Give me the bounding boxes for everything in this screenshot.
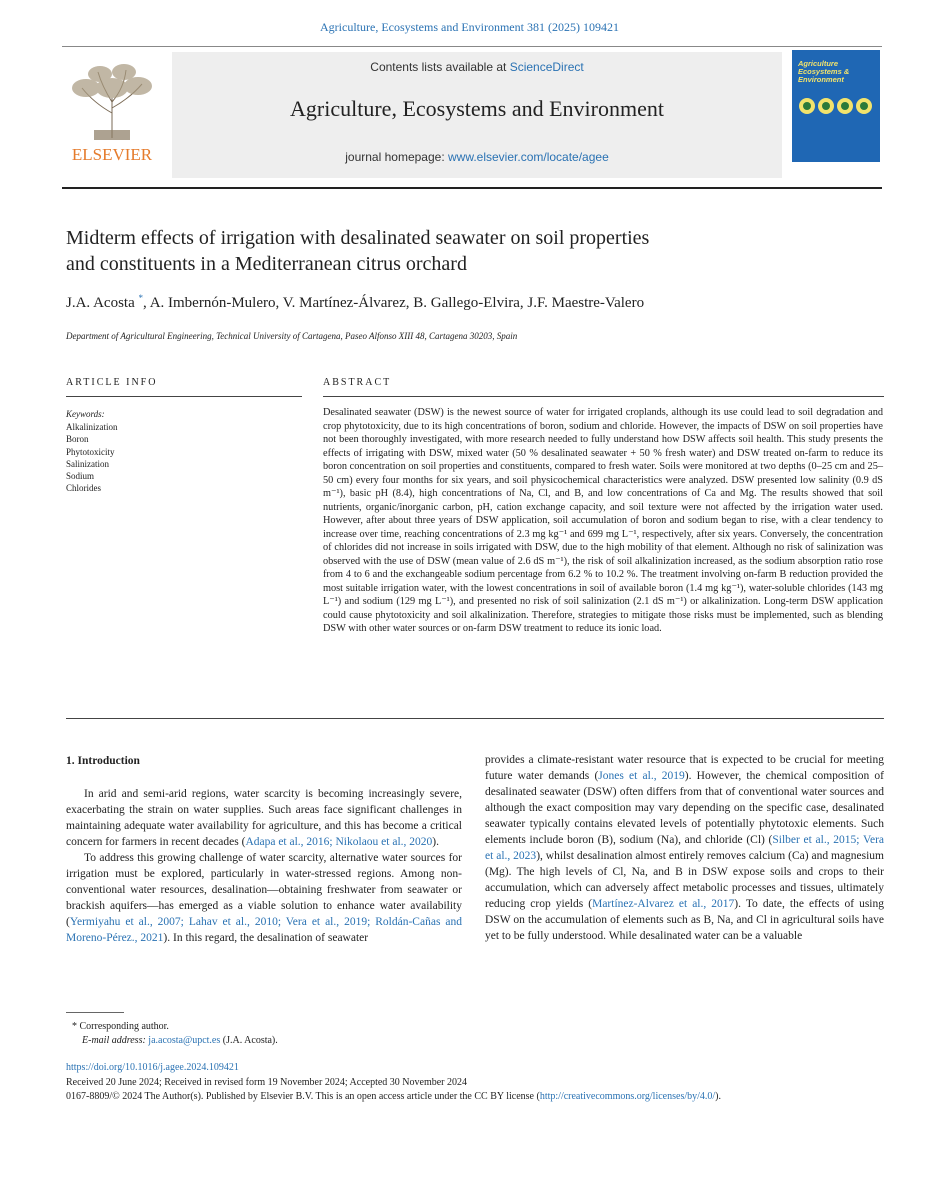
elsevier-logo bbox=[64, 58, 160, 166]
journal-title: Agriculture, Ecosystems and Environment bbox=[290, 96, 664, 121]
citation-link[interactable]: Silber et al., 2015; Vera et al., 2023 bbox=[485, 834, 885, 862]
corresponding-author-note: Corresponding author. bbox=[79, 1021, 169, 1032]
citation-link[interactable]: Jones et al., 2019 bbox=[598, 770, 685, 782]
keyword-item: Sodium bbox=[66, 471, 95, 482]
citation-link[interactable]: Yermiyahu et al., 2007; Lahav et al., 2010; Vera et al., 2019; Roldán-Cañas and Moreno-Pérez., 2021 bbox=[66, 916, 462, 944]
keyword-item: Boron bbox=[66, 434, 89, 445]
paragraph-text: In arid and semi-arid regions, water scarcity is becoming increasingly severe, exacerbating the strain on water supplies. Such areas face significant challenges in maintaining adequate water availability for agriculture, and this has become a critical concern for farmers in recent decades ( bbox=[66, 788, 462, 848]
elsevier-wordmark: ELSEVIER bbox=[71, 145, 153, 164]
article-title bbox=[66, 225, 866, 277]
paragraph bbox=[66, 786, 462, 850]
license-end: ). bbox=[715, 1091, 722, 1102]
author-2[interactable]: A. Imbernón-Mulero bbox=[149, 295, 276, 311]
paragraph-text: ). In this regard, the desalination of seawater bbox=[163, 932, 369, 944]
article-footer bbox=[66, 1061, 896, 1105]
author-affiliation: Department of Agricultural Engineering, Technical University of Cartagena, Paseo Alfonso XIII 48, Cartagena 30203, Spain bbox=[66, 331, 518, 341]
paragraph-text: To address this growing challenge of water scarcity, alternative water sources for irrigation must be explored, particularly in water-stressed regions. Among non-conventional water resources, desalination—obtaining freshwater from seawater or brackish aquifers—has emerged as a viable solution to enhance water availability ( bbox=[66, 852, 462, 928]
author-list: J.A. Acosta *, A. Imbernón-Mulero, V. Martínez-Álvarez, B. Gallego-Elvira, J.F. Maestre-Valero bbox=[66, 293, 645, 311]
journal-citation-text[interactable]: Agriculture, Ecosystems and Environment 381 (2025) 109421 bbox=[320, 20, 619, 34]
header-bottom-rule bbox=[62, 187, 882, 189]
article-info-heading: ARTICLE INFO bbox=[66, 377, 158, 388]
homepage-link[interactable]: www.elsevier.com/locate/agee bbox=[448, 150, 609, 164]
keyword-list bbox=[66, 421, 118, 495]
footnote-mark: * bbox=[72, 1021, 77, 1032]
homepage-prefix: journal homepage: bbox=[345, 150, 448, 164]
author-4[interactable]: B. Gallego-Elvira bbox=[413, 295, 520, 311]
keyword-item: Chlorides bbox=[66, 483, 101, 494]
journal-citation[interactable] bbox=[0, 20, 939, 35]
license-link[interactable]: http://creativecommons.org/licenses/by/4.0/ bbox=[539, 1091, 716, 1102]
abstract-bottom-rule bbox=[66, 718, 884, 719]
citation-link[interactable]: Adapa et al., 2016; Nikolaou et al., 2020 bbox=[245, 836, 433, 848]
keywords-label: Keywords: bbox=[66, 409, 105, 419]
paragraph-text: ). bbox=[432, 836, 439, 848]
journal-cover-art bbox=[798, 92, 874, 120]
paragraph bbox=[485, 752, 884, 944]
article-info-rule bbox=[66, 396, 302, 397]
contents-prefix: Contents lists available at bbox=[370, 60, 510, 74]
journal-cover-title: Agriculture Ecosystems & Environment bbox=[798, 59, 850, 84]
body-column-right bbox=[485, 752, 884, 944]
author-1[interactable]: J.A. Acosta bbox=[66, 295, 135, 311]
license-text: 0167-8809/© 2024 The Author(s). Published by Elsevier B.V. This is an open access article under the CC BY license ( bbox=[66, 1091, 540, 1102]
contents-line bbox=[172, 60, 782, 74]
citation-link[interactable]: Martínez-Alvarez et al., 2017 bbox=[592, 898, 735, 910]
paragraph-text: ). However, the chemical composition of desalinated seawater (DSW) often differs from that of conventional water sources and although the exact composition may vary depending on the specific case, desalinated seawater typically contains elevated levels of potentially phytotoxic elements. Such elements include boron (B), sodium (Na), and chloride (Cl) ( bbox=[485, 770, 884, 846]
header-top-rule bbox=[62, 46, 882, 47]
keyword-item: Alkalinization bbox=[66, 422, 118, 432]
email-label: E-mail address: bbox=[82, 1035, 149, 1046]
email-suffix: (J.A. Acosta). bbox=[220, 1035, 278, 1046]
paragraph-text: provides a climate-resistant water resource that is expected to be crucial for meeting future water demands ( bbox=[485, 754, 884, 782]
footnote bbox=[66, 1020, 278, 1048]
author-5[interactable]: J.F. Maestre-Valero bbox=[527, 295, 645, 311]
keyword-item: Phytotoxicity bbox=[66, 446, 115, 457]
keyword-item: Salinization bbox=[66, 458, 109, 469]
article-title-line-2: and constituents in a Mediterranean citrus orchard bbox=[66, 253, 467, 275]
abstract-body: Desalinated seawater (DSW) is the newest source of water for irrigated croplands, although its use could lead to soil degradation and crop phytotoxicity, due to its high concentrations of boron, sodium and chloride. However, the impacts of DSW on soil properties have not been thoroughly investigated, with more research needed to fully understand how DSW affects soil health. This study presents the effects of irrigating with DSW, mixed water (50 % desalinated seawater + 50 % fresh water) and DSW treated on-farm to reduce its boron concentration on soil properties and constituents, compared to fresh water. Soils were monitored at two depths (0–25 cm and 25–50 cm) every four months for six years, and soil physicochemical characteristics were analyzed. DSW presented low salinity (0.9 dS m⁻¹), basic pH (8.4), high concentrations of Na, Cl, and B, and low concentrations of Ca and Mg. The results showed that soil nutrients, organic/inorganic carbon, pH, cation exchange capacity, and soil texture were not affected by the irrigation water used. However, after about three years of DSW application, soil accumulation of boron and sodium began to rise, with a clear tendency to increase over time, reaching concentrations of 2.3 mg kg⁻¹ and 699 mg L⁻¹, respectively, after six years. Conversely, the concentration of chlorides did not increase in soils irrigated with DSW, due to the high mobility of that element. Although no risk of salinization was observed with the use of DSW (mean value of 2.6 dS m⁻¹), the risk of soil alkalinization increased, as the sodium absorption ratio rose from 4 to 6 and the exchangeable sodium percentage from 6.2 % to 10.2 %. The treatment involving on-farm B reduction provided the most suitable irrigation water, with the lowest concentrations in soil of available boron (1.4 mg kg⁻¹), water-soluble chlorides (143 mg L⁻¹) and sodium (129 mg L⁻¹), and presented no risk of soil salinization (2.1 dS m⁻¹) or alkalinization. Long-term DSW application could cause phytotoxicity and soil alkalinization. Therefore, strategies to mitigate those risks must be implemented, such as blending DSW with other water sources or on-farm DSW treatment to reduce its ionic load. bbox=[323, 407, 883, 634]
sciencedirect-link[interactable]: ScienceDirect bbox=[509, 60, 584, 74]
received-dates: Received 20 June 2024; Received in revised form 19 November 2024; Accepted 30 November 2024 bbox=[66, 1076, 468, 1088]
author-3[interactable]: V. Martínez-Álvarez bbox=[282, 295, 406, 311]
abstract-heading: ABSTRACT bbox=[323, 377, 392, 388]
paragraph-text: ), whilst desalination almost entirely removes calcium (Ca) and magnesium (Mg). The high levels of Cl, Na, and B in DSW expose soils and crops to their accumulation, which can adversely affect metabolic processes and tissues, ultimately reducing crop yields ( bbox=[485, 850, 884, 910]
paragraph-text: ). To date, the effects of using DSW on the accumulation of elements such as B, Na, and Cl in agricultural soils have yet to be fully understood. While desalinated water can be a valuable bbox=[485, 898, 885, 942]
footnote-rule bbox=[66, 1012, 124, 1013]
homepage-line bbox=[172, 150, 782, 164]
email-link[interactable]: ja.acosta@upct.es bbox=[148, 1035, 221, 1046]
body-column-left bbox=[66, 786, 462, 946]
corresponding-author-mark[interactable]: * bbox=[138, 293, 143, 303]
doi-link[interactable]: https://doi.org/10.1016/j.agee.2024.109421 bbox=[66, 1062, 239, 1073]
article-title-line-1: Midterm effects of irrigation with desalinated seawater on soil properties bbox=[66, 227, 650, 249]
section-heading-introduction: 1. Introduction bbox=[66, 755, 140, 767]
abstract-rule bbox=[323, 396, 884, 397]
paragraph bbox=[66, 850, 462, 946]
